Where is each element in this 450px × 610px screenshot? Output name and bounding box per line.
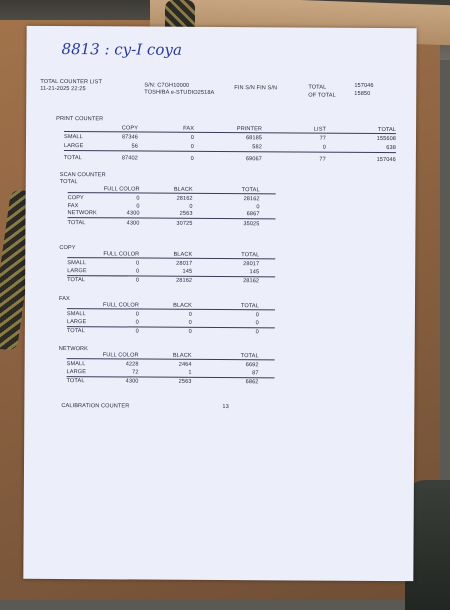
- column-header: FULL COLOR: [102, 352, 139, 359]
- model-name: TOSHIBA e-STUDIO2518A: [144, 89, 215, 96]
- table-cell: 0: [135, 311, 139, 318]
- table-cell: 69067: [245, 156, 262, 163]
- table-cell: 1: [188, 369, 192, 376]
- column-header: BLACK: [173, 186, 193, 193]
- table-cell: 0: [136, 195, 140, 202]
- table-rule: [64, 150, 396, 153]
- table-cell: 0: [188, 328, 192, 335]
- table-cell: 0: [255, 312, 259, 319]
- row-label: TOTAL: [66, 378, 85, 385]
- table-cell: 28017: [243, 261, 260, 268]
- table-cell: 35025: [243, 220, 260, 227]
- table-cell: 0: [255, 329, 259, 336]
- table-cell: 87402: [121, 155, 138, 162]
- column-header: FULL COLOR: [103, 251, 140, 258]
- column-header: TOTAL: [240, 353, 259, 360]
- table-cell: 155608: [376, 135, 397, 143]
- section-title: COPY: [59, 245, 76, 252]
- column-header: FULL COLOR: [103, 302, 140, 309]
- of-total-label: OF TOTAL: [308, 92, 336, 99]
- column-header: TOTAL: [240, 303, 260, 310]
- row-label: TOTAL: [63, 155, 82, 162]
- table-cell: 4300: [126, 219, 140, 227]
- table-cell: 4300: [125, 378, 139, 385]
- column-header: BLACK: [173, 251, 193, 258]
- table-cell: 0: [135, 318, 139, 326]
- row-label: TOTAL: [66, 328, 85, 335]
- handwritten-note: 8813 : cy-I соуа: [61, 40, 183, 59]
- row-label: SMALL: [66, 311, 86, 318]
- row-label: LARGE: [66, 318, 87, 325]
- table-cell: 77: [319, 135, 327, 142]
- row-label: NETWORK: [67, 210, 97, 217]
- calibration-value: 13: [222, 404, 229, 411]
- table-cell: 4300: [126, 210, 140, 217]
- column-header: FULL COLOR: [103, 186, 140, 193]
- section-title: NETWORK: [58, 346, 89, 353]
- column-header: PRINTER: [236, 126, 263, 133]
- column-header: BLACK: [173, 302, 193, 309]
- table-cell: 0: [322, 144, 326, 151]
- table-cell: 0: [188, 319, 192, 326]
- table-cell: 0: [136, 202, 140, 210]
- calibration-label: CALIBRATION COUNTER: [61, 403, 130, 410]
- table-cell: 77: [319, 156, 326, 163]
- table-cell: 145: [182, 268, 193, 275]
- table-cell: 4228: [125, 361, 139, 368]
- table-cell: 6692: [245, 362, 259, 369]
- total-value: 157046: [354, 82, 374, 89]
- section-title: FAX: [59, 296, 70, 303]
- table-cell: 28162: [243, 278, 260, 285]
- table-cell: 72: [132, 368, 139, 376]
- table-cell: 0: [190, 143, 194, 150]
- row-label: SMALL: [67, 260, 87, 267]
- table-rule: [67, 358, 275, 360]
- row-label: SMALL: [66, 361, 86, 368]
- table-cell: 87: [252, 369, 259, 376]
- column-header: TOTAL: [378, 126, 397, 134]
- table-cell: 87346: [121, 134, 139, 141]
- row-label: COPY: [67, 195, 84, 202]
- counter-report-sheet: [23, 26, 416, 581]
- table-rule: [67, 257, 275, 259]
- table-cell: 6867: [246, 211, 260, 218]
- of-total-value: 15850: [354, 90, 371, 97]
- column-header: LIST: [313, 126, 327, 133]
- table-cell: 68185: [245, 135, 263, 142]
- report-title: TOTAL COUNTER LIST: [40, 78, 103, 86]
- table-cell: 0: [188, 311, 192, 318]
- table-cell: 30725: [176, 220, 193, 227]
- row-label: SMALL: [63, 134, 83, 141]
- table-rule: [68, 192, 276, 194]
- table-cell: 582: [252, 144, 262, 151]
- total-label: TOTAL: [308, 84, 327, 91]
- table-cell: 0: [190, 155, 194, 162]
- table-cell: 0: [135, 277, 140, 284]
- table-cell: 0: [135, 328, 139, 335]
- table-cell: 28017: [176, 260, 193, 267]
- table-cell: 28162: [243, 196, 260, 203]
- section-subtitle: TOTAL: [59, 179, 78, 186]
- table-cell: 2563: [178, 378, 192, 385]
- row-label: TOTAL: [67, 277, 86, 284]
- table-cell: 28162: [176, 277, 193, 284]
- column-header: FAX: [183, 125, 195, 132]
- column-header: TOTAL: [241, 252, 260, 259]
- column-header: TOTAL: [241, 187, 260, 194]
- table-rule: [67, 308, 275, 310]
- table-cell: 6862: [245, 379, 259, 386]
- table-cell: 0: [136, 260, 140, 267]
- table-cell: 0: [135, 267, 140, 275]
- table-cell: 157046: [376, 156, 396, 164]
- print-counter-title: PRINT COUNTER: [56, 115, 104, 123]
- table-cell: 0: [189, 203, 193, 210]
- column-header: COPY: [121, 125, 139, 132]
- row-label: TOTAL: [67, 219, 86, 226]
- table-cell: 28162: [176, 195, 193, 202]
- row-label: LARGE: [67, 267, 87, 274]
- serial-number: S/N: C7GH10000: [144, 82, 190, 89]
- table-cell: 638: [386, 145, 396, 152]
- table-cell: 56: [131, 143, 138, 150]
- table-cell: 0: [255, 319, 259, 326]
- report-date: 11-21-2025 22:25: [40, 85, 86, 93]
- column-header: BLACK: [172, 352, 192, 359]
- table-cell: 2563: [179, 210, 193, 217]
- row-label: LARGE: [63, 143, 84, 150]
- table-cell: 0: [256, 203, 260, 210]
- table-cell: 2464: [178, 361, 192, 368]
- section-title: SCAN COUNTER: [59, 172, 106, 179]
- row-label: LARGE: [66, 368, 87, 375]
- table-cell: 0: [190, 134, 195, 141]
- table-cell: 145: [249, 268, 260, 275]
- row-label: FAX: [67, 202, 79, 209]
- fin-label: FIN S/N FIN S/N: [234, 85, 278, 92]
